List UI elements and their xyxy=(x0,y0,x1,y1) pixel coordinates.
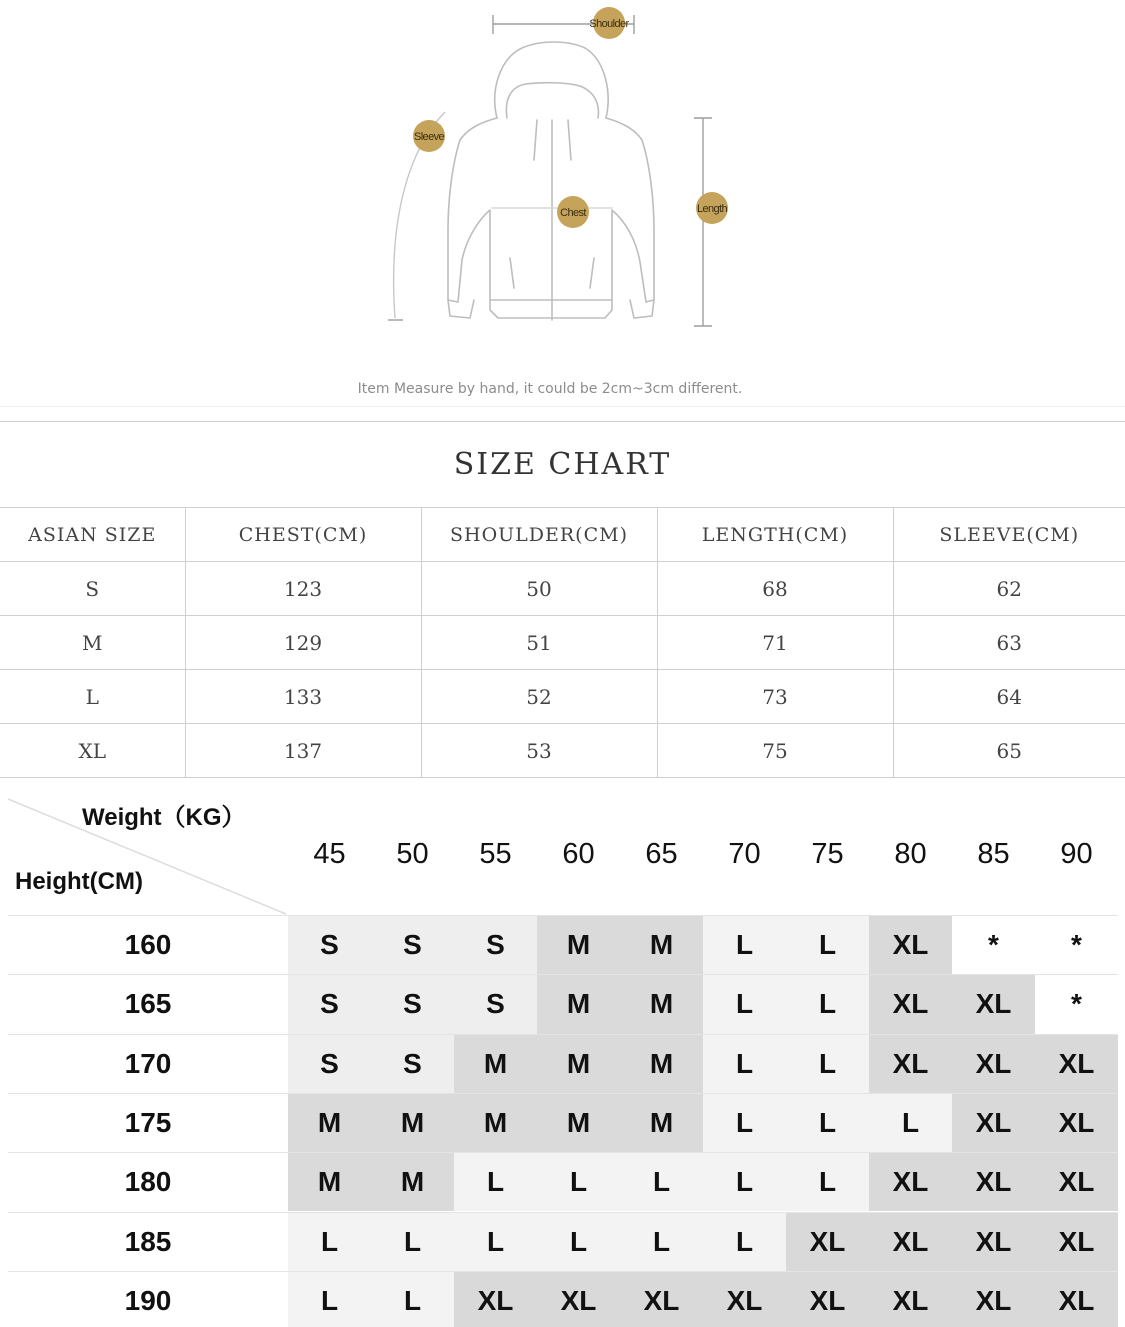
table-cell: 73 xyxy=(657,670,893,724)
shoulder-badge xyxy=(589,7,629,39)
size-cell: L xyxy=(703,1094,786,1152)
size-cell: L xyxy=(786,1094,869,1152)
size-cell: L xyxy=(703,1153,786,1211)
measurement-illustration xyxy=(0,0,1125,405)
weight-header: 80 xyxy=(894,837,927,870)
weight-header: 50 xyxy=(396,837,429,870)
size-cell: XL xyxy=(786,1272,869,1327)
table-cell: 63 xyxy=(893,616,1125,670)
weight-header: 60 xyxy=(562,837,595,870)
size-cell: S xyxy=(288,975,371,1033)
size-cell: XL xyxy=(952,975,1035,1033)
size-cell: L xyxy=(786,1035,869,1093)
table-row xyxy=(0,670,1125,724)
chest-badge xyxy=(557,196,589,228)
size-cell: S xyxy=(371,1035,454,1093)
size-cell: L xyxy=(786,1153,869,1211)
size-cell: XL xyxy=(703,1272,786,1327)
size-cell: S xyxy=(288,1035,371,1093)
table-cell: XL xyxy=(0,724,185,778)
table-cell: 68 xyxy=(657,562,893,616)
length-badge xyxy=(696,192,728,224)
size-cell: XL xyxy=(869,1153,952,1211)
table-cell: 71 xyxy=(657,616,893,670)
size-cell: M xyxy=(620,916,703,974)
size-cell: M xyxy=(537,975,620,1033)
size-cell: XL xyxy=(952,1035,1035,1093)
size-cell: M xyxy=(371,1153,454,1211)
size-cell: L xyxy=(869,1094,952,1152)
table-cell: 75 xyxy=(657,724,893,778)
table-cell: 137 xyxy=(185,724,421,778)
size-cell: L xyxy=(786,975,869,1033)
table-cell: 50 xyxy=(421,562,657,616)
size-cell: XL xyxy=(1035,1213,1118,1271)
height-axis-label: Height(CM) xyxy=(15,868,143,895)
size-cell: XL xyxy=(1035,1035,1118,1093)
size-cell: S xyxy=(288,916,371,974)
size-cell: XL xyxy=(952,1153,1035,1211)
table-cell: 64 xyxy=(893,670,1125,724)
weight-axis-label: Weight（KG） xyxy=(82,804,246,831)
table-cell: S xyxy=(0,562,185,616)
table-cell: 51 xyxy=(421,616,657,670)
height-header: 165 xyxy=(124,988,172,1020)
size-cell: L xyxy=(620,1213,703,1271)
size-cell: L xyxy=(288,1272,371,1327)
size-cell: * xyxy=(1035,975,1118,1033)
size-cell: L xyxy=(703,975,786,1033)
height-header: 185 xyxy=(124,1225,172,1257)
table-cell: M xyxy=(0,616,185,670)
size-cell: M xyxy=(620,975,703,1033)
size-cell: XL xyxy=(454,1272,537,1327)
svg-text:Sleeve: Sleeve xyxy=(413,131,445,143)
table-cell: 53 xyxy=(421,724,657,778)
size-chart-title: SIZE CHART xyxy=(0,422,1125,508)
size-cell: XL xyxy=(869,1035,952,1093)
divider xyxy=(0,406,1125,407)
size-cell: XL xyxy=(869,1213,952,1271)
size-cell: L xyxy=(371,1272,454,1327)
size-cell: M xyxy=(454,1094,537,1152)
size-cell: XL xyxy=(1035,1153,1118,1211)
height-header: 175 xyxy=(124,1107,172,1139)
size-cell: * xyxy=(1035,916,1118,974)
size-cell: L xyxy=(703,1213,786,1271)
size-cell: M xyxy=(537,1094,620,1152)
size-cell: S xyxy=(454,916,537,974)
size-cell: L xyxy=(288,1213,371,1271)
table-cell: 62 xyxy=(893,562,1125,616)
size-cell: L xyxy=(703,1035,786,1093)
size-cell: L xyxy=(537,1153,620,1211)
size-cell: XL xyxy=(537,1272,620,1327)
column-header: SLEEVE(CM) xyxy=(893,508,1125,562)
size-cell: XL xyxy=(869,975,952,1033)
hoodie-diagram xyxy=(0,0,1125,405)
size-cell: S xyxy=(371,916,454,974)
column-header: CHEST(CM) xyxy=(185,508,421,562)
svg-text:Shoulder: Shoulder xyxy=(589,18,629,30)
size-cell: M xyxy=(288,1094,371,1152)
weight-header: 65 xyxy=(645,837,678,870)
size-cell: M xyxy=(288,1153,371,1211)
size-cell: S xyxy=(454,975,537,1033)
size-cell: XL xyxy=(952,1272,1035,1327)
size-cell: M xyxy=(537,916,620,974)
measurement-note: Item Measure by hand, it could be 2cm~3cm different. xyxy=(357,381,743,397)
table-cell: 52 xyxy=(421,670,657,724)
size-cell: L xyxy=(454,1153,537,1211)
height-header: 190 xyxy=(124,1284,172,1316)
table-row xyxy=(0,562,1125,616)
column-header: LENGTH(CM) xyxy=(657,508,893,562)
hoodie-outline xyxy=(448,42,654,320)
size-cell: M xyxy=(620,1094,703,1152)
size-cell: L xyxy=(371,1213,454,1271)
size-cell: XL xyxy=(869,1272,952,1327)
size-cell: L xyxy=(620,1153,703,1211)
size-cell: * xyxy=(952,916,1035,974)
size-chart-title-row xyxy=(0,422,1125,508)
size-cell: L xyxy=(537,1213,620,1271)
size-cell: XL xyxy=(1035,1094,1118,1152)
table-cell: 133 xyxy=(185,670,421,724)
table-row xyxy=(0,616,1125,670)
height-header: 160 xyxy=(124,929,172,961)
size-cell: M xyxy=(537,1035,620,1093)
size-cell: M xyxy=(620,1035,703,1093)
column-header: SHOULDER(CM) xyxy=(421,508,657,562)
size-cell: M xyxy=(454,1035,537,1093)
weight-header: 70 xyxy=(728,837,761,870)
size-chart-table xyxy=(0,421,1125,778)
weight-header: 55 xyxy=(479,837,512,870)
size-cell: XL xyxy=(786,1213,869,1271)
size-cell: XL xyxy=(869,916,952,974)
size-cell: L xyxy=(786,916,869,974)
height-header: 170 xyxy=(124,1047,172,1079)
table-cell: 129 xyxy=(185,616,421,670)
weight-header: 90 xyxy=(1060,837,1093,870)
size-cell: XL xyxy=(952,1213,1035,1271)
table-cell: L xyxy=(0,670,185,724)
size-cell: L xyxy=(454,1213,537,1271)
size-chart-header-row xyxy=(0,508,1125,562)
size-cell: S xyxy=(371,975,454,1033)
size-cell: XL xyxy=(620,1272,703,1327)
size-cell: XL xyxy=(952,1094,1035,1152)
weight-height-grid xyxy=(0,794,1125,1327)
svg-text:Length: Length xyxy=(696,203,728,215)
weight-header: 85 xyxy=(977,837,1010,870)
weight-header: 45 xyxy=(313,837,346,870)
table-cell: 123 xyxy=(185,562,421,616)
sleeve-badge xyxy=(413,120,445,152)
size-cell: L xyxy=(703,916,786,974)
weight-header: 75 xyxy=(811,837,844,870)
table-cell: 65 xyxy=(893,724,1125,778)
svg-text:Chest: Chest xyxy=(560,207,586,219)
height-header: 180 xyxy=(124,1166,172,1198)
size-cell: XL xyxy=(1035,1272,1118,1327)
size-cell: M xyxy=(371,1094,454,1152)
column-header: ASIAN SIZE xyxy=(0,508,185,562)
table-row xyxy=(0,724,1125,778)
